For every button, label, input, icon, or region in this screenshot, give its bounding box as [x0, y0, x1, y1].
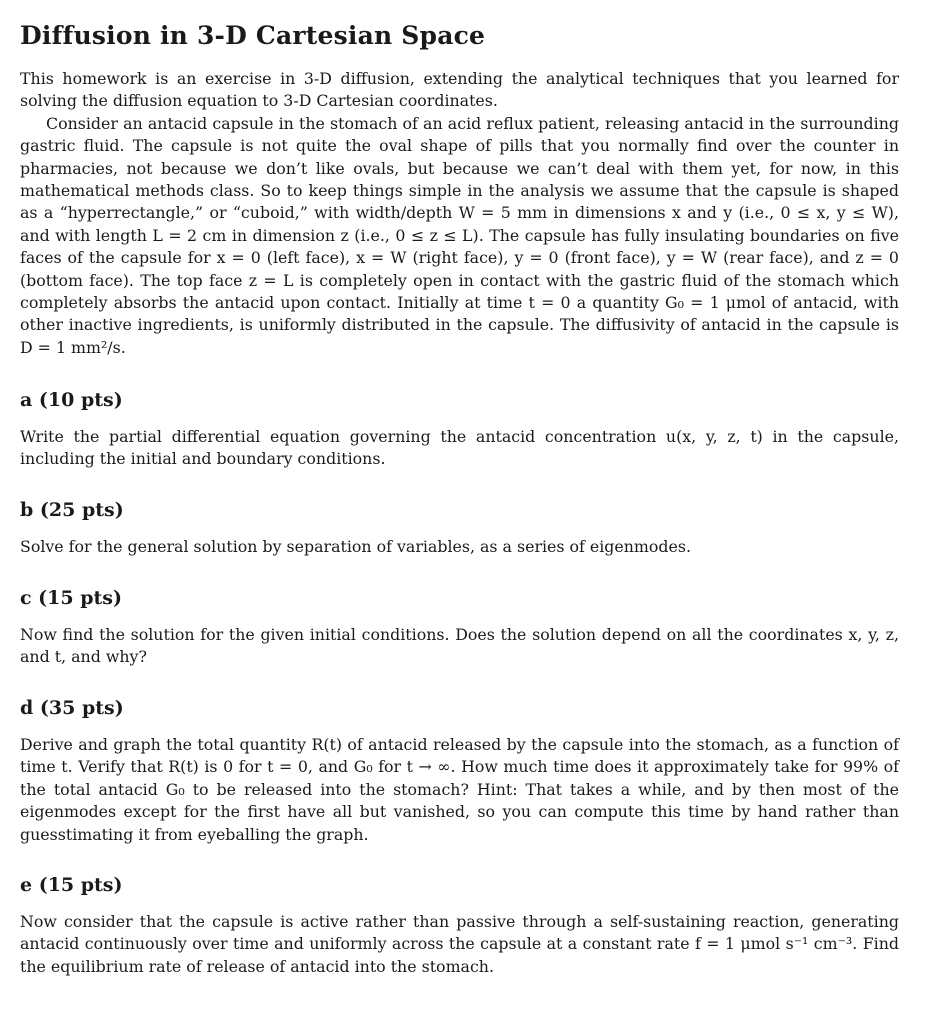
section-e-text: Now consider that the capsule is active rather than passive through a self-sustaining reaction, generating antacid continuously over time and uniformly across the capsule at a constant rate f = 1 μmol s⁻¹ cm⁻³. Find the equilibrium rate of release of antacid into the stomach. [20, 912, 899, 976]
section-b-heading: b (25 pts) [20, 499, 124, 521]
section-d-text: Derive and graph the total quantity R(t) of antacid released by the capsule into the stomach, as a function of time t. Verify that R(t) is 0 for t = 0, and G₀ for t → ∞. How much time does it approximately take for 99% of the total antacid G₀ to be released into the stomach? Hint: That takes a while, and by then most of the eigenmodes except for the first have all but vanished, so you can compute this time by hand rather than guesstimating it from eyeballing the graph. [20, 735, 899, 844]
section-c [20, 586, 899, 669]
section-b [20, 498, 899, 558]
section-c-text: Now find the solution for the given initial conditions. Does the solution depend on all the coordinates x, y, z, and t, and why? [20, 625, 899, 667]
page-title: Diffusion in 3-D Cartesian Space [20, 21, 486, 50]
section-b-text: Solve for the general solution by separation of variables, as a series of eigenmodes. [20, 537, 692, 556]
section-d-heading: d (35 pts) [20, 697, 124, 719]
section-e-heading: e (15 pts) [20, 874, 123, 896]
section-c-heading: c (15 pts) [20, 587, 122, 609]
intro-block [20, 68, 899, 359]
intro-paragraph-2: Consider an antacid capsule in the stomach of an acid reflux patient, releasing antacid in the surrounding gastric fluid. The capsule is not quite the oval shape of pills that you normally find over the counter in pharmacies, not because we don’t like ovals, but because we can’t deal with them yet, for now, in this mathematical methods class. So to keep things simple in the analysis we assume that the capsule is shaped as a “hyperrectangle,” or “cuboid,” with width/depth W = 5 mm in dimensions x and y (i.e., 0 ≤ x, y ≤ W), and with length L = 2 cm in dimension z (i.e., 0 ≤ z ≤ L). The capsule has fully insulating boundaries on five faces of the capsule for x = 0 (left face), x = W (right face), y = 0 (front face), y = W (rear face), and z = 0 (bottom face). The top face z = L is completely open in contact with the gastric fluid of the stomach which completely absorbs the antacid upon contact. Initially at time t = 0 a quantity G₀ = 1 μmol of antacid, with other inactive ingredients, is uniformly distributed in the capsule. The diffusivity of antacid in the capsule is D = 1 mm²/s. [20, 113, 899, 357]
section-d [20, 696, 899, 846]
intro-paragraph-1: This homework is an exercise in 3-D diffusion, extending the analytical techniques that you learned for solving the diffusion equation to 3-D Cartesian coordinates. [20, 69, 899, 111]
section-a [20, 388, 899, 471]
section-e [20, 873, 899, 978]
section-a-heading: a (10 pts) [20, 389, 123, 411]
title-block [20, 21, 932, 61]
section-a-text: Write the partial differential equation governing the antacid concentration u(x, y, z, t) in the capsule, including the initial and boundary conditions. [20, 427, 899, 469]
